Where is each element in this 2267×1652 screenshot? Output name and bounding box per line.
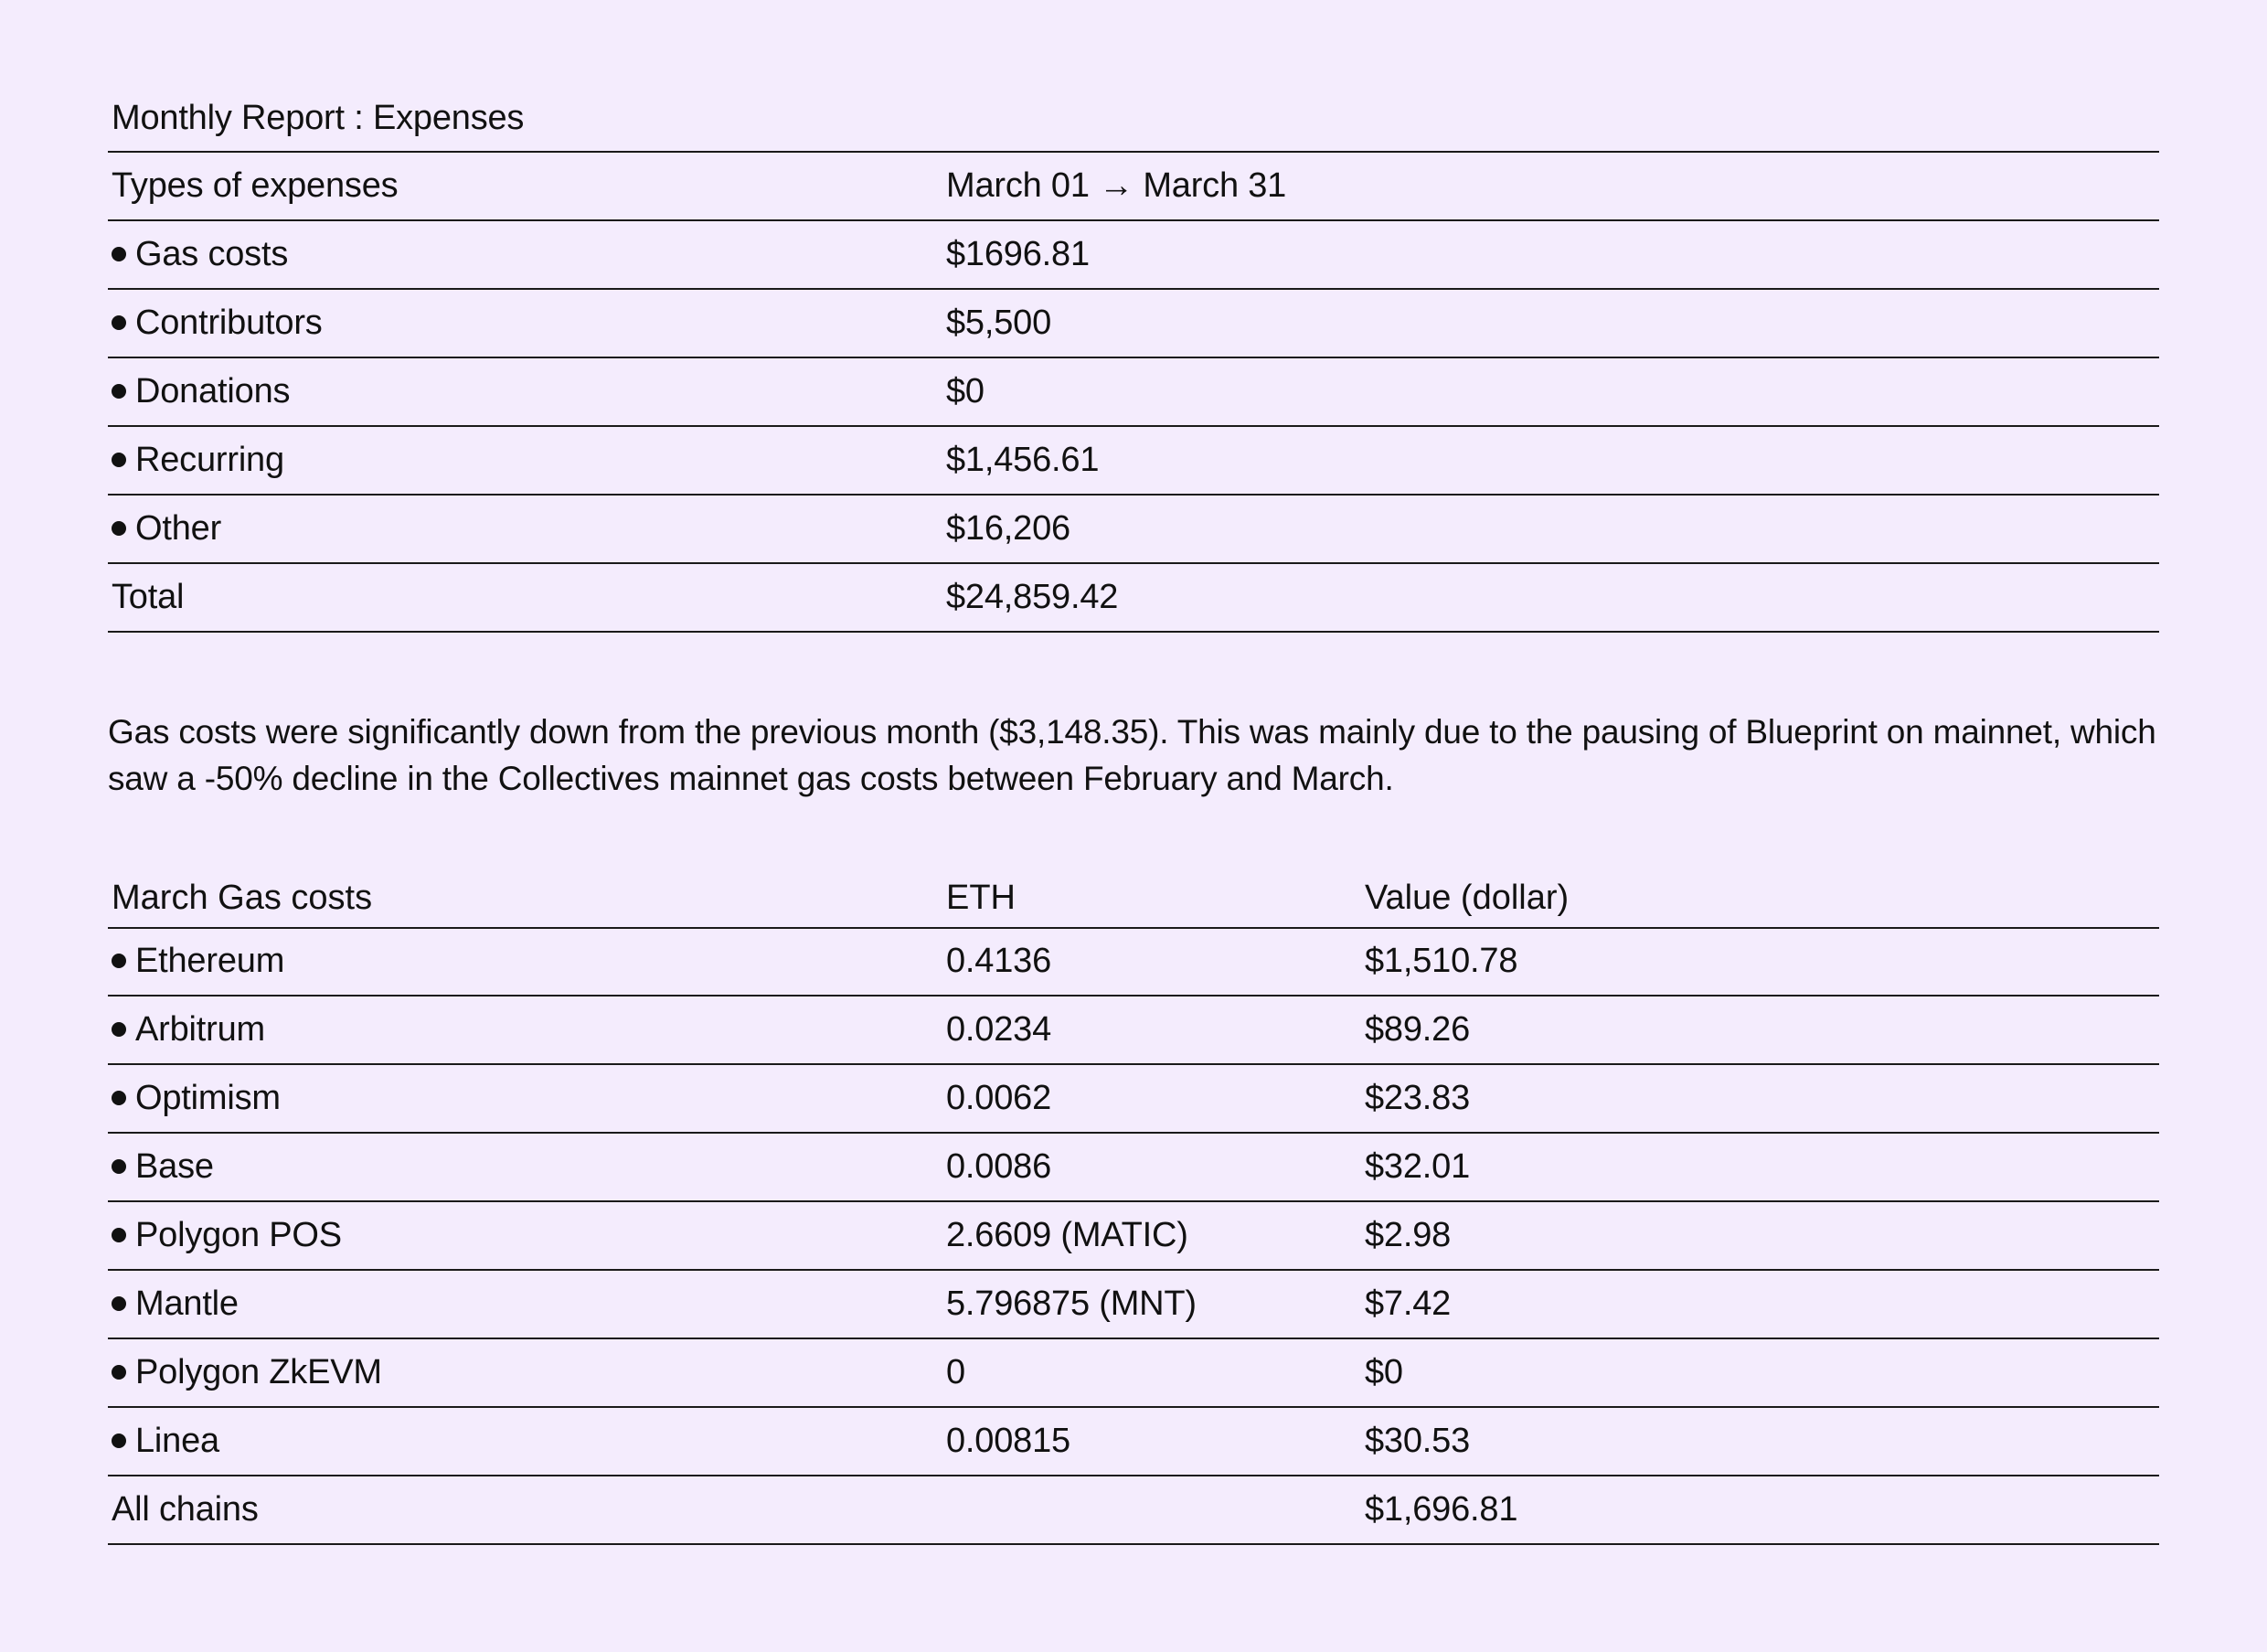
chain-eth: 0.4136 [946, 942, 1052, 980]
expense-label: Contributors [135, 304, 323, 342]
chain-name: Polygon POS [135, 1216, 342, 1254]
chain-eth: 0.0062 [946, 1079, 1052, 1117]
chain-name: Ethereum [135, 942, 285, 980]
chain-name: Polygon ZkEVM [135, 1353, 382, 1391]
expense-value: $16,206 [946, 509, 1070, 548]
gas-header-eth: ETH [946, 879, 1016, 917]
gas-header-chain: March Gas costs [112, 879, 373, 917]
chain-value: $2.98 [1365, 1216, 1452, 1254]
chain-value: $0 [1365, 1353, 1403, 1391]
expense-value: $1,456.61 [946, 441, 1100, 479]
chain-value: $89.26 [1365, 1010, 1471, 1049]
chain-value: $32.01 [1365, 1147, 1471, 1186]
bullet-icon [112, 954, 126, 968]
chain-eth: 0.0086 [946, 1147, 1052, 1186]
chain-eth: 0 [946, 1353, 965, 1391]
expenses-header-type: Types of expenses [112, 166, 399, 205]
gas-header-row [108, 869, 2159, 929]
bullet-icon [112, 453, 126, 467]
table-row [108, 290, 2159, 358]
chain-eth: 2.6609 (MATIC) [946, 1216, 1188, 1254]
bullet-icon [112, 1296, 126, 1311]
bullet-icon [112, 1365, 126, 1380]
chain-name: Base [135, 1147, 214, 1186]
table-row [108, 1271, 2159, 1339]
chain-eth: 5.796875 (MNT) [946, 1284, 1197, 1323]
expense-value: $0 [946, 372, 984, 410]
expenses-total-row [108, 564, 2159, 633]
chain-eth: 0.0234 [946, 1010, 1052, 1049]
table-row [108, 1202, 2159, 1271]
bullet-icon [112, 315, 126, 330]
commentary-paragraph: Gas costs were significantly down from the previous month ($3,148.35). This was mainly due to the pausing of Blueprint on mainnet, which saw a -50% decline in the Collectives mainnet gas costs between February and March. [108, 713, 2156, 797]
expenses-header-row [108, 153, 2159, 221]
bullet-icon [112, 1159, 126, 1174]
report-title: Monthly Report : Expenses [112, 99, 525, 137]
chain-value: $1,510.78 [1365, 942, 1518, 980]
bullet-icon [112, 247, 126, 261]
expense-label: Recurring [135, 441, 284, 479]
bullet-icon [112, 1228, 126, 1242]
chain-name: Arbitrum [135, 1010, 265, 1049]
gas-total-value: $1,696.81 [1365, 1490, 1518, 1529]
expense-label: Gas costs [135, 235, 289, 273]
expense-label: Other [135, 509, 222, 548]
expense-value: $1696.81 [946, 235, 1090, 273]
table-row [108, 997, 2159, 1065]
gas-table [108, 928, 2159, 1545]
expense-label: Donations [135, 372, 291, 410]
table-row [108, 358, 2159, 427]
chain-value: $7.42 [1365, 1284, 1452, 1323]
chain-value: $23.83 [1365, 1079, 1471, 1117]
bullet-icon [112, 1434, 126, 1448]
chain-name: Mantle [135, 1284, 239, 1323]
bullet-icon [112, 384, 126, 399]
gas-total-row [108, 1476, 2159, 1545]
table-row [108, 1408, 2159, 1476]
bullet-icon [112, 1091, 126, 1105]
table-row [108, 427, 2159, 496]
table-row [108, 1134, 2159, 1202]
gas-total-label: All chains [112, 1490, 259, 1529]
expenses-total-label: Total [112, 578, 185, 616]
expenses-table [108, 151, 2159, 633]
expenses-header-period: March 01 → March 31 [946, 166, 1287, 205]
expenses-total-value: $24,859.42 [946, 578, 1119, 616]
chain-value: $30.53 [1365, 1422, 1471, 1460]
table-row [108, 1339, 2159, 1408]
bullet-icon [112, 1022, 126, 1037]
gas-header-value: Value (dollar) [1365, 879, 1570, 917]
expense-value: $5,500 [946, 304, 1052, 342]
table-row [108, 221, 2159, 290]
table-row [108, 1065, 2159, 1134]
bullet-icon [112, 521, 126, 536]
table-row [108, 928, 2159, 997]
chain-name: Optimism [135, 1079, 281, 1117]
chain-eth: 0.00815 [946, 1422, 1070, 1460]
table-row [108, 496, 2159, 564]
chain-name: Linea [135, 1422, 219, 1460]
